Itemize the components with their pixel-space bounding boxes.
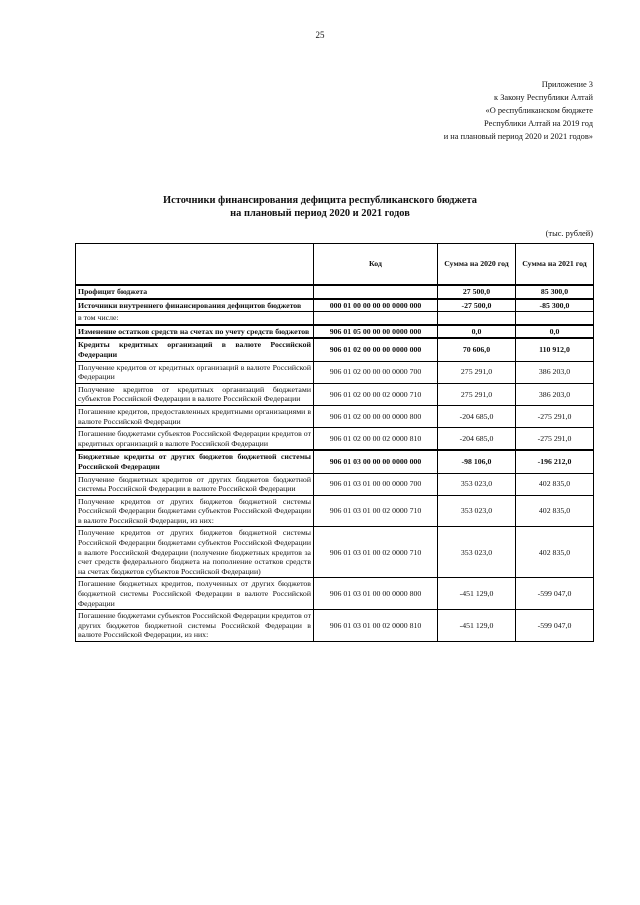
row-sum-2021: 402 835,0 <box>516 473 594 495</box>
table-row <box>76 312 594 325</box>
row-name: Погашение бюджетами субъектов Российской Федерации кредитов от кредитных организаций в валюте Российской Федерации <box>76 428 314 451</box>
row-sum-2020: 275 291,0 <box>438 361 516 383</box>
appendix-line: и на плановый период 2020 и 2021 годов» <box>443 132 593 141</box>
unit-label: (тыс. рублей) <box>545 229 593 238</box>
row-sum-2020: 27 500,0 <box>438 285 516 299</box>
row-sum-2021: -85 300,0 <box>516 299 594 312</box>
row-sum-2020: -98 106,0 <box>438 450 516 473</box>
row-sum-2021: -275 291,0 <box>516 428 594 451</box>
row-name: Получение кредитов от кредитных организаций бюджетами субъектов Российской Федерации в валюте Российской Федерации <box>76 383 314 405</box>
row-sum-2021: 85 300,0 <box>516 285 594 299</box>
row-code: 906 01 03 00 00 00 0000 000 <box>314 450 438 473</box>
appendix-line: к Закону Республики Алтай <box>494 93 593 102</box>
row-name: Получение кредитов от других бюджетов бюджетной системы Российской Федерации бюджетами субъектов Российской Федерации в валюте Российской Федерации (получение бюджетных кредитов за счет средств федерального бюджета на пополнение остатков средств на счетах бюджетов субъектов Российской Федерации) <box>76 527 314 578</box>
table-row <box>76 405 594 427</box>
row-code: 906 01 03 01 00 00 0000 700 <box>314 473 438 495</box>
page-number: 25 <box>315 30 325 40</box>
table-row <box>76 285 594 299</box>
row-sum-2021: -196 212,0 <box>516 450 594 473</box>
row-sum-2020: 275 291,0 <box>438 383 516 405</box>
header-name <box>76 244 314 286</box>
row-name: Погашение кредитов, предоставленных кредитными организациями в валюте Российской Федерации <box>76 405 314 427</box>
title-line: на плановый период 2020 и 2021 годов <box>230 208 410 219</box>
row-code: 906 01 03 01 00 02 0000 810 <box>314 610 438 642</box>
row-sum-2020: 70 606,0 <box>438 338 516 361</box>
header-code: Код <box>314 244 438 286</box>
document-title <box>0 194 640 220</box>
row-sum-2021: 386 203,0 <box>516 361 594 383</box>
row-code: 906 01 02 00 00 00 0000 700 <box>314 361 438 383</box>
table-row <box>76 361 594 383</box>
row-sum-2021: -599 047,0 <box>516 578 594 610</box>
row-code <box>314 312 438 325</box>
appendix-line: «О республиканском бюджете <box>485 106 593 115</box>
row-code: 000 01 00 00 00 00 0000 000 <box>314 299 438 312</box>
row-sum-2020: -27 500,0 <box>438 299 516 312</box>
row-name: Источники внутреннего финансирования дефицитов бюджетов <box>76 299 314 312</box>
financing-sources-table <box>75 243 594 642</box>
table-row <box>76 338 594 361</box>
row-code: 906 01 03 01 00 02 0000 710 <box>314 527 438 578</box>
row-sum-2021: 402 835,0 <box>516 527 594 578</box>
row-name: Погашение бюджетами субъектов Российской Федерации кредитов от других бюджетов бюджетной системы Российской Федерации в валюте Российской Федерации, из них: <box>76 610 314 642</box>
table-row <box>76 610 594 642</box>
row-name: Получение кредитов от кредитных организаций в валюте Российской Федерации <box>76 361 314 383</box>
table-row <box>76 299 594 312</box>
row-sum-2021: -599 047,0 <box>516 610 594 642</box>
table-header-row <box>76 244 594 286</box>
table-row <box>76 325 594 339</box>
row-code: 906 01 02 00 00 00 0000 000 <box>314 338 438 361</box>
table-row <box>76 578 594 610</box>
appendix-header <box>444 78 593 143</box>
row-name: Получение кредитов от других бюджетов бюджетной системы Российской Федерации бюджетами субъектов Российской Федерации в валюте Российской Федерации, из них: <box>76 495 314 527</box>
row-sum-2021: 110 912,0 <box>516 338 594 361</box>
row-sum-2020: 353 023,0 <box>438 527 516 578</box>
row-sum-2020: -451 129,0 <box>438 578 516 610</box>
row-sum-2021: 402 835,0 <box>516 495 594 527</box>
row-sum-2020: -451 129,0 <box>438 610 516 642</box>
row-code: 906 01 03 01 00 02 0000 710 <box>314 495 438 527</box>
appendix-line: Республики Алтай на 2019 год <box>484 119 593 128</box>
header-sum-2020: Сумма на 2020 год <box>438 244 516 286</box>
table-body <box>76 285 594 642</box>
row-sum-2021: 0,0 <box>516 325 594 339</box>
row-sum-2020: -204 685,0 <box>438 428 516 451</box>
row-sum-2021: 386 203,0 <box>516 383 594 405</box>
row-name: Кредиты кредитных организаций в валюте Российской Федерации <box>76 338 314 361</box>
table-row <box>76 383 594 405</box>
row-sum-2021: -275 291,0 <box>516 405 594 427</box>
row-name: Получение бюджетных кредитов от других бюджетов бюджетной системы Российской Федерации в валюте Российской Федерации <box>76 473 314 495</box>
row-code: 906 01 02 00 00 02 0000 810 <box>314 428 438 451</box>
table-row <box>76 527 594 578</box>
row-name: Погашение бюджетных кредитов, полученных от других бюджетов бюджетной системы Российской Федерации в валюте Российской Федерации <box>76 578 314 610</box>
row-name: в том числе: <box>76 312 314 325</box>
row-name: Бюджетные кредиты от других бюджетов бюджетной системы Российской Федерации <box>76 450 314 473</box>
appendix-line: Приложение 3 <box>541 80 593 89</box>
row-sum-2020: 353 023,0 <box>438 495 516 527</box>
row-sum-2020: 0,0 <box>438 325 516 339</box>
row-sum-2020 <box>438 312 516 325</box>
row-sum-2020: -204 685,0 <box>438 405 516 427</box>
row-code: 906 01 03 01 00 00 0000 800 <box>314 578 438 610</box>
row-code: 906 01 02 00 00 02 0000 710 <box>314 383 438 405</box>
row-sum-2020: 353 023,0 <box>438 473 516 495</box>
table-row <box>76 473 594 495</box>
row-code: 906 01 05 00 00 00 0000 000 <box>314 325 438 339</box>
header-sum-2021: Сумма на 2021 год <box>516 244 594 286</box>
row-code <box>314 285 438 299</box>
row-name: Изменение остатков средств на счетах по учету средств бюджетов <box>76 325 314 339</box>
table-row <box>76 495 594 527</box>
title-line: Источники финансирования дефицита республиканского бюджета <box>163 195 477 206</box>
table-row <box>76 450 594 473</box>
row-sum-2021 <box>516 312 594 325</box>
row-name: Профицит бюджета <box>76 285 314 299</box>
table-row <box>76 428 594 451</box>
row-code: 906 01 02 00 00 00 0000 800 <box>314 405 438 427</box>
